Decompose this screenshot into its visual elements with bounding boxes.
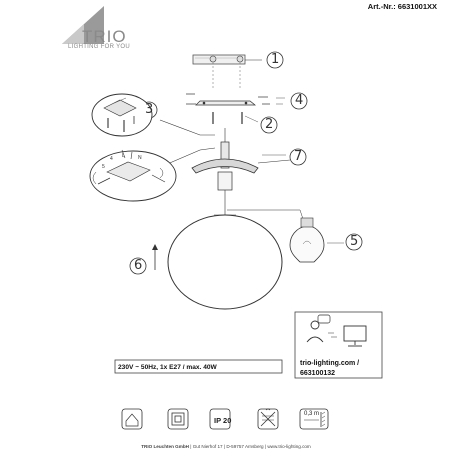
leader-lines — [160, 120, 305, 225]
step-number-4: 4 — [295, 93, 304, 108]
canopy — [192, 155, 290, 173]
lift-arrow — [152, 244, 158, 270]
detail-inset-wiring — [90, 150, 176, 201]
lamp-socket — [218, 172, 232, 215]
support-url[interactable]: trio-lighting.com / — [300, 360, 360, 367]
support-box — [295, 312, 382, 378]
article-number: Art.-Nr.: 6631001XX — [367, 2, 437, 11]
support-code: 663100132 — [300, 370, 336, 377]
step-number-5: 5 — [350, 234, 359, 249]
svg-text:N: N — [138, 155, 142, 161]
class2-symbol — [168, 409, 188, 429]
mounting-bracket — [186, 94, 285, 105]
step-number-3: 3 — [145, 102, 154, 117]
svg-text:4: 4 — [110, 156, 113, 162]
svg-text:L: L — [122, 153, 125, 159]
no-cover-symbol — [258, 409, 278, 429]
ip-rating-label: IP 20 — [214, 416, 232, 425]
glass-globe — [168, 215, 282, 309]
electrical-spec: 230V ~ 50Hz, 1x E27 / max. 40W — [118, 364, 217, 371]
house-symbol — [122, 409, 142, 429]
brand-name: TRIO — [82, 27, 127, 46]
footer-company: TRIO Leuchten GmbH — [141, 444, 189, 449]
footer — [0, 444, 452, 449]
svg-text:5: 5 — [102, 164, 105, 170]
brand-tagline: LIGHTING FOR YOU — [68, 44, 131, 50]
step-number-2: 2 — [265, 117, 274, 132]
distance-label: 0,3 m — [304, 411, 320, 417]
bracket-screws — [213, 112, 258, 124]
step-number-1: 1 — [271, 52, 280, 67]
detail-inset-top — [92, 94, 152, 136]
light-bulb — [290, 218, 344, 262]
step-number-6: 6 — [134, 258, 143, 273]
footer-address: | Gut Nierhof 17 | D-59757 Arnsberg | www.trio-lighting.com — [190, 444, 311, 449]
step-number-7: 7 — [294, 149, 303, 164]
ceiling-plate — [193, 55, 262, 90]
